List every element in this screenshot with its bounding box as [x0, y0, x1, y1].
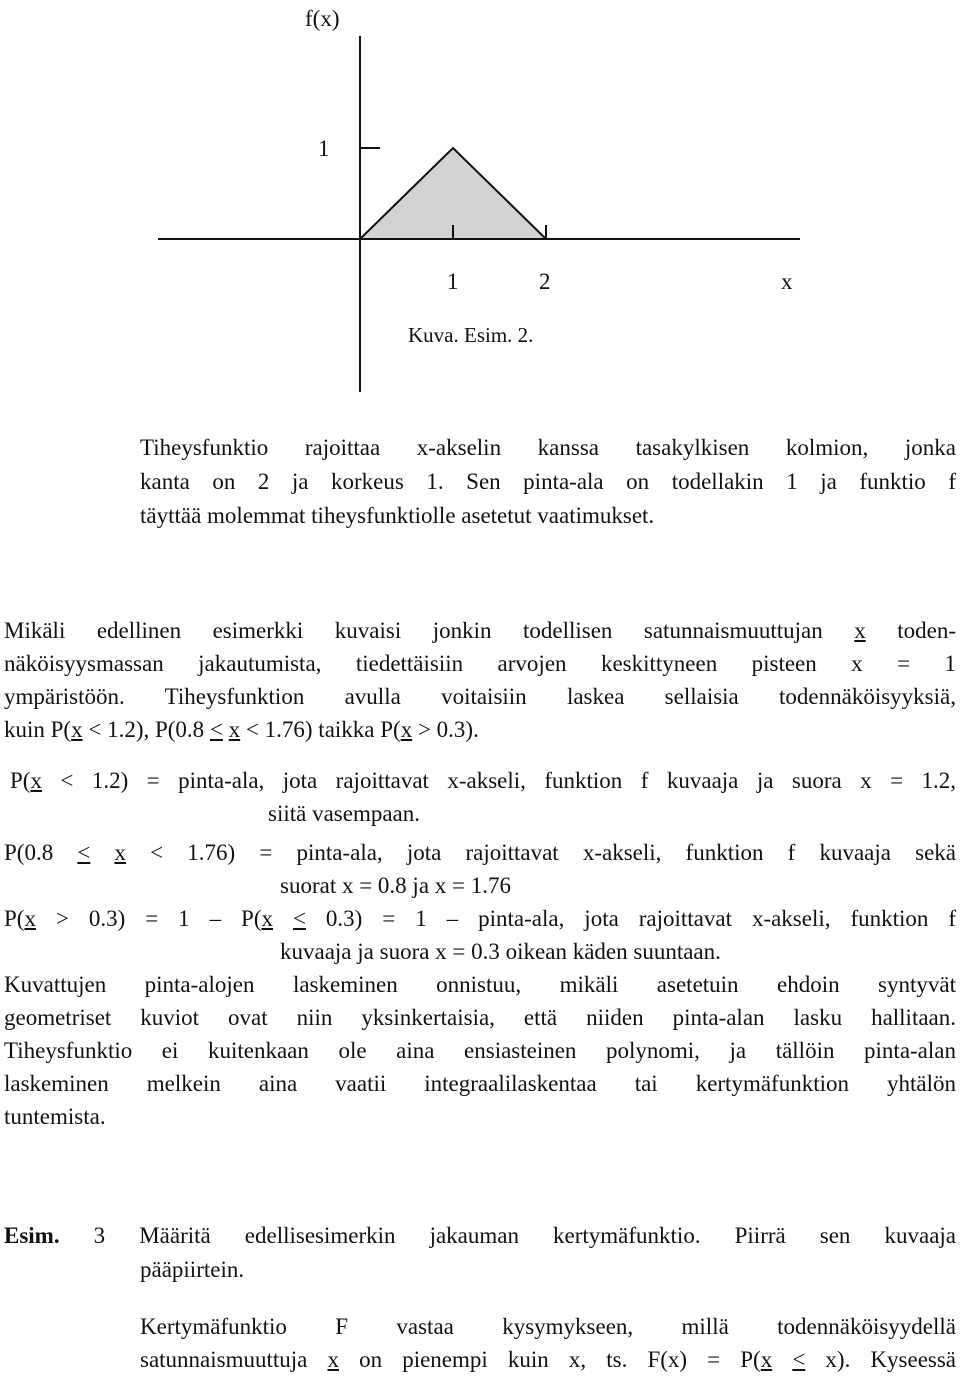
equation-1: P(x < 1.2) = pinta-ala, jota rajoittavat x-akseli, funktion f kuvaaja ja suora x = 1.2, [10, 768, 956, 793]
x-tick-label-1: 1 [447, 269, 459, 294]
para4-line2: satunnaismuuttuja x on pienempi kuin x, ts. F(x) = P(x < x). Kyseessä [140, 1347, 957, 1372]
example3-line1: Esim. 3 Määritä edellisesimerkin jakauman kertymäfunktio. Piirrä sen kuvaaja [4, 1223, 957, 1248]
para2-line3: ympäristöön. Tiheysfunktion avulla voitaisiin laskea sellaisia todennäköisyyksiä, [4, 684, 956, 709]
x-axis-label: x [781, 269, 793, 294]
equation-2-continued: suorat x = 0.8 ja x = 1.76 [280, 873, 511, 898]
equation-1-continued: siitä vasempaan. [268, 801, 421, 826]
example3-line2: pääpiirtein. [140, 1257, 245, 1282]
para3-line4: laskeminen melkein aina vaatii integraalilaskentaa tai kertymäfunktion yhtälön [4, 1071, 956, 1096]
example-label: Esim. [4, 1223, 60, 1248]
para2-line2: näköisyysmassan jakautumista, tiedettäisiin arvojen keskittyneen pisteen x = 1 [4, 651, 956, 676]
para3-line3: Tiheysfunktio ei kuitenkaan ole aina ensiasteinen polynomi, ja tällöin pinta-alan [4, 1038, 956, 1063]
para1-line3: täyttää molemmat tiheysfunktiolle asetetut vaatimukset. [140, 503, 655, 528]
para2-line4: kuin P(x < 1.2), P(0.8 < x < 1.76) taikka P(x > 0.3). [4, 717, 479, 742]
para4-line1: Kertymäfunktio F vastaa kysymykseen, millä todennäköisyydellä [140, 1314, 956, 1339]
y-axis-label: f(x) [305, 6, 340, 31]
equation-3-continued: kuvaaja ja suora x = 0.3 oikean käden suuntaan. [280, 939, 721, 964]
para1-line2: kanta on 2 ja korkeus 1. Sen pinta-ala on todellakin 1 ja funktio f [140, 469, 956, 494]
para3-line5: tuntemista. [4, 1104, 106, 1129]
figure-caption: Kuva. Esim. 2. [408, 323, 534, 347]
para2-line1: Mikäli edellinen esimerkki kuvaisi jonkin todellisen satunnaismuuttujan x toden- [4, 618, 956, 643]
equation-3: P(x > 0.3) = 1 – P(x < 0.3) = 1 – pinta-ala, jota rajoittavat x-akseli, funktion f [4, 906, 957, 931]
para3-line2: geometriset kuviot ovat niin yksinkertaisia, että niiden pinta-alan lasku hallitaan. [4, 1005, 956, 1030]
para3-line1: Kuvattujen pinta-alojen laskeminen onnistuu, mikäli asetetuin ehdoin syntyvät [4, 972, 956, 997]
para1-line1: Tiheysfunktio rajoittaa x-akselin kanssa tasakylkisen kolmion, jonka [140, 435, 956, 460]
x-tick-label-2: 2 [539, 269, 551, 294]
y-tick-label: 1 [318, 136, 330, 161]
equation-2: P(0.8 < x < 1.76) = pinta-ala, jota rajoittavat x-akseli, funktion f kuvaaja sekä [4, 840, 956, 865]
